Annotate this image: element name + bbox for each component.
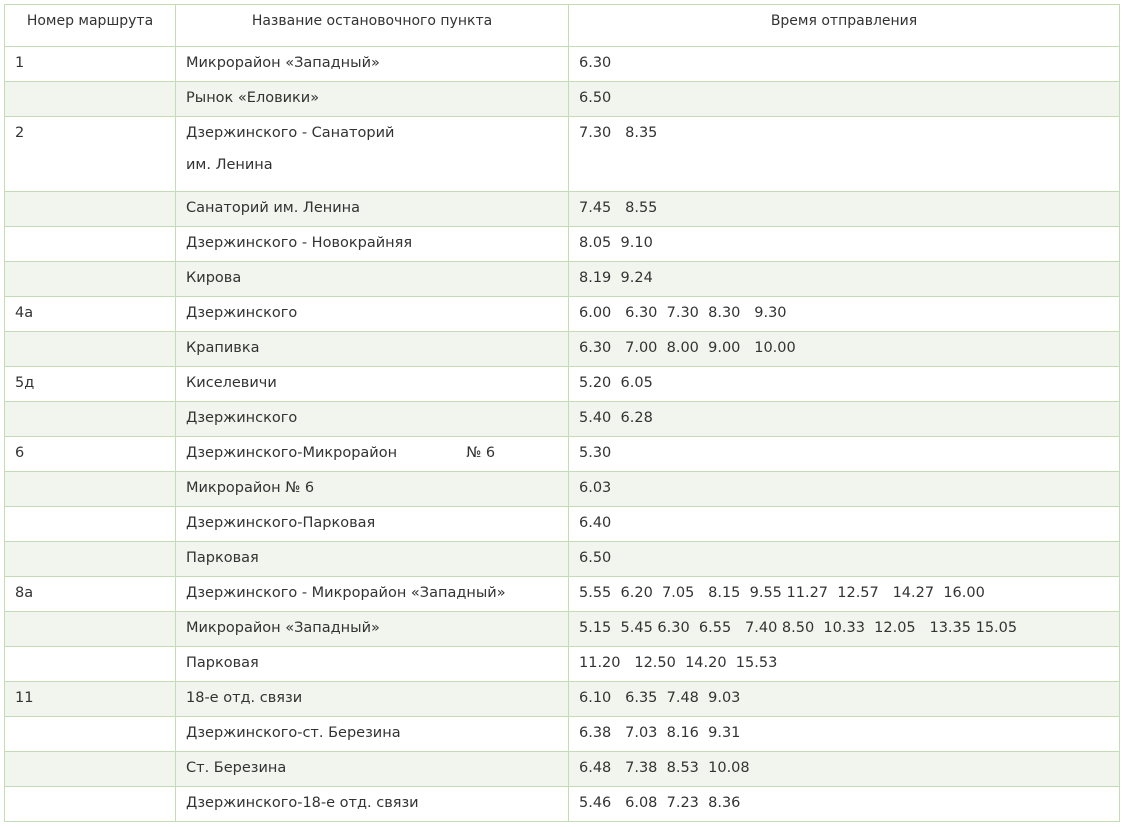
departure-times-cell: 6.40 bbox=[569, 507, 1120, 542]
header-route-number: Номер маршрута bbox=[5, 5, 176, 47]
route-number-cell bbox=[5, 612, 176, 647]
departure-times-cell: 5.20 6.05 bbox=[569, 367, 1120, 402]
route-number-cell bbox=[5, 472, 176, 507]
departure-times-cell: 6.50 bbox=[569, 82, 1120, 117]
departure-times-cell: 6.50 bbox=[569, 542, 1120, 577]
stop-name: 18-е отд. связи bbox=[186, 690, 303, 706]
table-row bbox=[5, 227, 1120, 262]
header-departure-time: Время отправления bbox=[569, 5, 1120, 47]
departure-times-cell: 7.45 8.55 bbox=[569, 192, 1120, 227]
route-number-cell bbox=[5, 787, 176, 822]
route-number-cell bbox=[5, 227, 176, 262]
stop-name: Дзержинского - Санаторий bbox=[186, 125, 395, 141]
departure-times-cell: 6.30 7.00 8.00 9.00 10.00 bbox=[569, 332, 1120, 367]
table-row bbox=[5, 437, 1120, 472]
table-row bbox=[5, 717, 1120, 752]
stop-name-cell bbox=[176, 542, 569, 577]
schedule-container bbox=[4, 4, 1119, 822]
stop-name-cell bbox=[176, 507, 569, 542]
table-row bbox=[5, 192, 1120, 227]
stop-name: Рынок «Еловики» bbox=[186, 90, 320, 106]
table-row bbox=[5, 47, 1120, 82]
stop-name: Дзержинского-18-е отд. связи bbox=[186, 795, 419, 811]
route-number-cell: 8а bbox=[5, 577, 176, 612]
route-number-cell bbox=[5, 262, 176, 297]
stop-name: Парковая bbox=[186, 550, 259, 566]
departure-times-cell: 5.40 6.28 bbox=[569, 402, 1120, 437]
table-row bbox=[5, 647, 1120, 682]
stop-name: Парковая bbox=[186, 655, 259, 671]
stop-name-cell bbox=[176, 82, 569, 117]
table-row bbox=[5, 787, 1120, 822]
stop-name: Крапивка bbox=[186, 340, 260, 356]
table-row bbox=[5, 542, 1120, 577]
table-row bbox=[5, 682, 1120, 717]
stop-name-cell bbox=[176, 262, 569, 297]
table-row bbox=[5, 117, 1120, 192]
route-number-cell: 6 bbox=[5, 437, 176, 472]
stop-name: Дзержинского - Микрорайон «Западный» bbox=[186, 585, 506, 601]
route-number-cell bbox=[5, 82, 176, 117]
stop-name-cell bbox=[176, 47, 569, 82]
table-row bbox=[5, 297, 1120, 332]
stop-name-cell bbox=[176, 612, 569, 647]
stop-name: Микрорайон «Западный» bbox=[186, 620, 380, 636]
stop-name: Микрорайон № 6 bbox=[186, 480, 315, 496]
table-row bbox=[5, 577, 1120, 612]
stop-name-cell bbox=[176, 297, 569, 332]
table-row bbox=[5, 402, 1120, 437]
stop-name-cell bbox=[176, 437, 569, 472]
table-row bbox=[5, 752, 1120, 787]
schedule-table bbox=[4, 4, 1120, 822]
route-number-cell: 4а bbox=[5, 297, 176, 332]
table-body bbox=[5, 47, 1120, 822]
stop-name: Дзержинского - Новокрайняя bbox=[186, 235, 413, 251]
route-number-cell bbox=[5, 647, 176, 682]
route-number-cell: 1 bbox=[5, 47, 176, 82]
route-number-cell bbox=[5, 507, 176, 542]
stop-name: Дзержинского bbox=[186, 410, 298, 426]
table-row bbox=[5, 82, 1120, 117]
departure-times-cell: 6.10 6.35 7.48 9.03 bbox=[569, 682, 1120, 717]
stop-name-cell bbox=[176, 647, 569, 682]
header-row bbox=[5, 5, 1120, 47]
table-row bbox=[5, 612, 1120, 647]
stop-name: Дзержинского-ст. Березина bbox=[186, 725, 401, 741]
table-row bbox=[5, 472, 1120, 507]
route-number-cell bbox=[5, 752, 176, 787]
stop-name: Дзержинского-Парковая bbox=[186, 515, 376, 531]
stop-name-cell bbox=[176, 332, 569, 367]
table-row bbox=[5, 332, 1120, 367]
route-number-cell bbox=[5, 717, 176, 752]
departure-times-cell: 5.30 bbox=[569, 437, 1120, 472]
stop-name-cell bbox=[176, 117, 569, 192]
table-row bbox=[5, 262, 1120, 297]
table-row bbox=[5, 507, 1120, 542]
stop-name-cell bbox=[176, 402, 569, 437]
stop-name-cell bbox=[176, 752, 569, 787]
route-number-cell bbox=[5, 192, 176, 227]
stop-name-cell bbox=[176, 192, 569, 227]
route-number-cell: 11 bbox=[5, 682, 176, 717]
departure-times-cell: 8.19 9.24 bbox=[569, 262, 1120, 297]
stop-name-cell bbox=[176, 682, 569, 717]
stop-name-cell bbox=[176, 717, 569, 752]
departure-times-cell: 11.20 12.50 14.20 15.53 bbox=[569, 647, 1120, 682]
stop-name: Ст. Березина bbox=[186, 760, 287, 776]
stop-name-cell bbox=[176, 472, 569, 507]
stop-name-cell bbox=[176, 787, 569, 822]
departure-times-cell: 7.30 8.35 bbox=[569, 117, 1120, 192]
stop-name: Киселевичи bbox=[186, 375, 277, 391]
route-number-cell bbox=[5, 542, 176, 577]
stop-name-cell bbox=[176, 577, 569, 612]
stop-name-cell bbox=[176, 227, 569, 262]
stop-name-continuation: им. Ленина bbox=[186, 157, 273, 173]
departure-times-cell: 6.00 6.30 7.30 8.30 9.30 bbox=[569, 297, 1120, 332]
departure-times-cell: 5.55 6.20 7.05 8.15 9.55 11.27 12.57 14.27 16.00 bbox=[569, 577, 1120, 612]
departure-times-cell: 8.05 9.10 bbox=[569, 227, 1120, 262]
route-number-cell bbox=[5, 332, 176, 367]
table-header bbox=[5, 5, 1120, 47]
table-row bbox=[5, 367, 1120, 402]
stop-name: Микрорайон «Западный» bbox=[186, 55, 380, 71]
header-stop-name: Название остановочного пункта bbox=[176, 5, 569, 47]
route-number-cell bbox=[5, 402, 176, 437]
departure-times-cell: 6.30 bbox=[569, 47, 1120, 82]
route-number-cell: 2 bbox=[5, 117, 176, 192]
stop-name-cell bbox=[176, 367, 569, 402]
departure-times-cell: 5.15 5.45 6.30 6.55 7.40 8.50 10.33 12.05 13.35 15.05 bbox=[569, 612, 1120, 647]
departure-times-cell: 6.38 7.03 8.16 9.31 bbox=[569, 717, 1120, 752]
stop-name: Дзержинского bbox=[186, 305, 298, 321]
departure-times-cell: 6.48 7.38 8.53 10.08 bbox=[569, 752, 1120, 787]
departure-times-cell: 5.46 6.08 7.23 8.36 bbox=[569, 787, 1120, 822]
route-number-cell: 5д bbox=[5, 367, 176, 402]
stop-name: Санаторий им. Ленина bbox=[186, 200, 361, 216]
departure-times-cell: 6.03 bbox=[569, 472, 1120, 507]
stop-name: Кирова bbox=[186, 270, 242, 286]
stop-name: Дзержинского-Микрорайон № 6 bbox=[186, 445, 496, 461]
